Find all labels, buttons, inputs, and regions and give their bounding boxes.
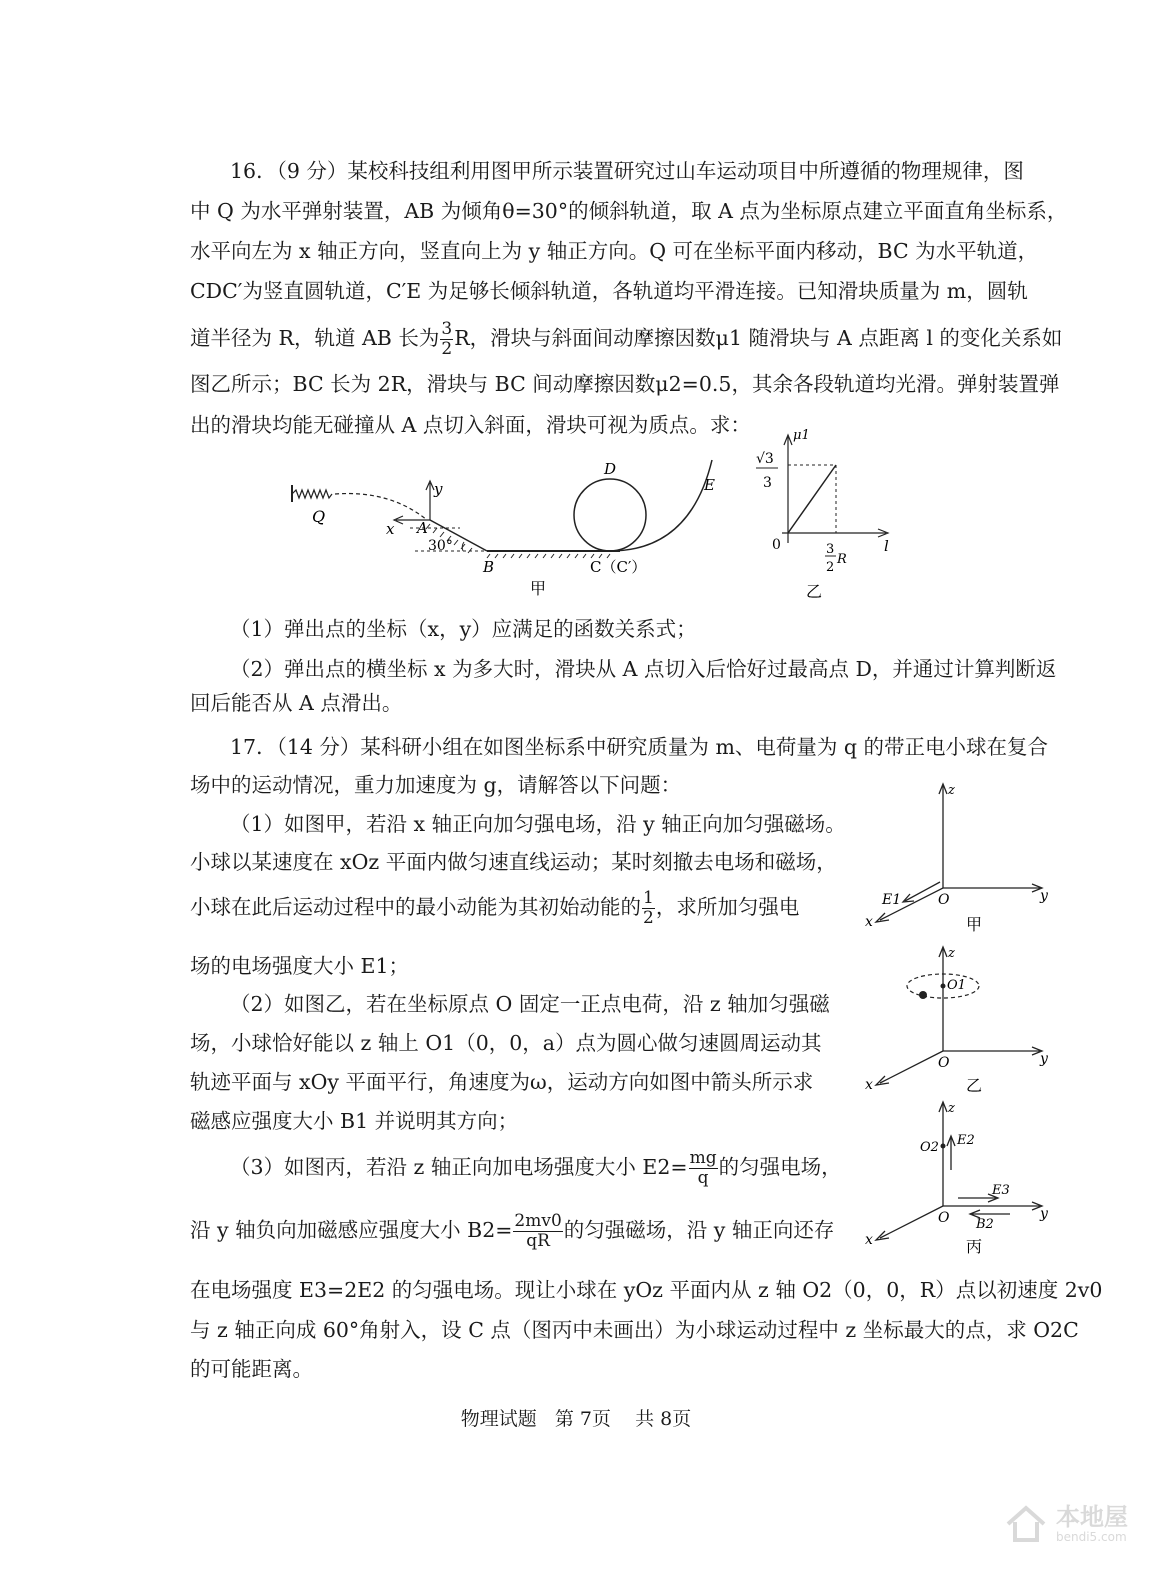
label-B: B [483, 558, 495, 576]
q17-c-line-4: 与 z 轴正向成 60°角射入，设 C 点（图丙中未画出）为小球运动过程中 z 坐标最大的点，求 O2C [190, 1318, 1079, 1342]
label-Q: Q [312, 507, 326, 526]
frac-num: 3 [441, 319, 453, 339]
q17-a-line-4: 场的电场强度大小 E1； [190, 954, 410, 978]
label-three: 3 [763, 475, 772, 491]
watermark-url: bendi5.com [1056, 1530, 1127, 1544]
fraction-3-2 [440, 320, 453, 359]
frac-den: 2 [643, 908, 654, 928]
q17-a-line-3b: ，求所加匀强电 [655, 895, 800, 919]
label-E: E [704, 476, 715, 494]
frac-num: 1 [643, 888, 654, 908]
label-x: x [865, 914, 873, 930]
label-z: z [948, 946, 955, 961]
q16-part-2-line-1: （2）弹出点的横坐标 x 为多大时，滑块从 A 点切入后恰好过最高点 D，并通过计算判断返 [230, 657, 1057, 681]
label-z: z [948, 783, 955, 798]
fraction-mg-q [689, 1149, 718, 1188]
x-arrow [876, 913, 889, 922]
house-logo-icon [1004, 1502, 1048, 1546]
q16-part-2-line-2: 回后能否从 A 点滑出。 [190, 691, 403, 715]
x-axis [880, 1206, 943, 1238]
caption-3d-jia: 甲 [966, 915, 983, 934]
mu-line [788, 465, 836, 533]
label-angle: 30° [428, 538, 453, 554]
q17-a-line-3 [190, 887, 799, 928]
q17-c-line-1a: （3）如图丙，若沿 z 轴正向加电场强度大小 E2= [230, 1155, 688, 1179]
label-E1: E1 [882, 892, 902, 908]
label-y: y [434, 480, 443, 498]
page-footer: 物理试题 第 7页 共 8页 [460, 1408, 692, 1430]
q17-c-line-1 [230, 1147, 842, 1188]
label-E2: E2 [957, 1133, 975, 1148]
frac-den: qR [526, 1231, 550, 1251]
watermark-text [1056, 1504, 1128, 1544]
trajectory [335, 494, 427, 520]
q17-a-line-1: （1）如图甲，若沿 x 轴正向加匀强电场，沿 y 轴正向加匀强磁场。 [230, 812, 846, 836]
q17-c-line-2 [190, 1210, 834, 1251]
exit-track [610, 460, 712, 551]
q17-c-line-1b: 的匀强电场， [718, 1155, 842, 1179]
caption-3d-bing: 丙 [966, 1237, 983, 1256]
q17-b-line-4: 磁感应强度大小 B1 并说明其方向； [190, 1109, 519, 1133]
figure-roller-coaster [280, 450, 740, 600]
q16-part-1: （1）弹出点的坐标（x，y）应满足的函数关系式； [230, 617, 697, 641]
q16-line-6: 图乙所示；BC 长为 2R，滑块与 BC 间动摩擦因数μ2=0.5，其余各段轨道均光滑。弹射装置弹 [190, 372, 1060, 396]
caption-yi: 乙 [806, 582, 823, 601]
label-x: x [865, 1077, 873, 1093]
watermark [1004, 1502, 1128, 1546]
label-l: l [884, 537, 889, 555]
label-sqrt3: √3 [756, 451, 774, 467]
figure-3d-bing [860, 1098, 1060, 1260]
q16-line-7: 出的滑块均能无碰撞从 A 点切入斜面，滑块可视为质点。求： [190, 413, 751, 437]
q17-c-line-2a: 沿 y 轴负向加磁感应强度大小 B2= [190, 1218, 513, 1242]
label-y: y [1040, 888, 1048, 904]
vertical-loop [574, 479, 646, 551]
E1-arrow-head [903, 894, 914, 902]
q16-line-1: 16．（9 分）某校科技组利用图甲所示装置研究过山车运动项目中所遵循的物理规律，图 [230, 159, 1024, 183]
x-axis [880, 1051, 943, 1083]
label-C: C（C′） [590, 558, 647, 576]
label-O2: O2 [920, 1140, 939, 1155]
q17-c-line-3: 在电场强度 E3=2E2 的匀强电场。现让小球在 yOz 平面内从 z 轴 O2（0，0，R）点以初速度 2v0 [190, 1278, 1103, 1302]
q16-line-5 [190, 318, 1062, 359]
watermark-name: 本地屋 [1056, 1503, 1128, 1531]
label-y: y [1040, 1206, 1048, 1222]
label-x: x [386, 520, 395, 538]
frac-den: 2 [441, 339, 453, 359]
figure-mu-graph [748, 425, 908, 605]
frac-num: 2mv0 [514, 1211, 562, 1231]
q17-a-line-3a: 小球在此后运动过程中的最小动能为其初始动能的 [190, 895, 641, 919]
charged-ball [919, 991, 927, 999]
q16-line-4: CDC′为竖直圆轨道，C′E 为足够长倾斜轨道，各轨道均平滑连接。已知滑块质量为 m，圆轨 [190, 279, 1028, 303]
label-origin: 0 [772, 537, 781, 553]
label-O: O [938, 892, 950, 908]
fraction-1-2 [642, 889, 655, 928]
label-O: O [938, 1055, 950, 1071]
q17-b-line-1: （2）如图乙，若在坐标原点 O 固定一正点电荷，沿 z 轴加匀强磁 [230, 992, 830, 1016]
label-D: D [604, 460, 617, 478]
q17-b-line-3: 轨迹平面与 xOy 平面平行，角速度为ω，运动方向如图中箭头所示求 [190, 1070, 814, 1094]
caption-jia: 甲 [530, 579, 547, 598]
q17-c-line-5: 的可能距离。 [190, 1357, 313, 1381]
figure-3d-jia [860, 780, 1060, 940]
frac-den: q [697, 1168, 709, 1188]
label-O: O [938, 1210, 950, 1226]
label-O1: O1 [947, 978, 966, 993]
label-E3: E3 [992, 1183, 1010, 1198]
label-y: y [1040, 1051, 1048, 1067]
x-arrow [876, 1076, 889, 1085]
q17-line-2: 场中的运动情况，重力加速度为 g，请解答以下问题： [190, 773, 682, 797]
frac-num: mg [689, 1148, 717, 1168]
q16-line-5b: R，滑块与斜面间动摩擦因数μ1 随滑块与 A 点距离 l 的变化关系如 [454, 326, 1063, 350]
label-B2: B2 [976, 1217, 994, 1232]
caption-3d-yi: 乙 [966, 1076, 983, 1093]
spring [292, 490, 332, 498]
label-xden: 2 [826, 560, 835, 575]
q16-line-3: 水平向左为 x 轴正方向，竖直向上为 y 轴正方向。Q 可在坐标平面内移动，BC 为水平轨道， [190, 239, 1039, 263]
label-z: z [948, 1101, 955, 1116]
center-O1 [941, 984, 946, 989]
q17-b-line-2: 场，小球恰好能以 z 轴上 O1（0，0，a）点为圆心做匀速圆周运动其 [190, 1031, 822, 1055]
x-arrow [876, 1231, 889, 1240]
q16-line-5a: 道半径为 R，轨道 AB 长为 [190, 326, 440, 350]
q17-c-line-2b: 的匀强磁场，沿 y 轴正向还存 [563, 1218, 835, 1242]
q16-line-2: 中 Q 为水平弹射装置，AB 为倾角θ=30°的倾斜轨道，取 A 点为坐标原点建立平面直角坐标系， [190, 199, 1068, 223]
label-A: A [417, 519, 428, 537]
q17-a-line-2: 小球以某速度在 xOz 平面内做匀速直线运动；某时刻撤去电场和磁场， [190, 850, 837, 874]
fraction-2mv0-qR [513, 1212, 562, 1251]
label-mu1: μ1 [793, 428, 810, 443]
figure-3d-yi [860, 943, 1060, 1093]
q17-line-1: 17．（14 分）某科研小组在如图坐标系中研究质量为 m、电荷量为 q 的带正电小球在复合 [230, 735, 1049, 759]
label-x: x [865, 1232, 873, 1248]
label-R: R [837, 552, 847, 567]
point-O2 [941, 1144, 946, 1149]
label-xnum: 3 [826, 542, 835, 557]
